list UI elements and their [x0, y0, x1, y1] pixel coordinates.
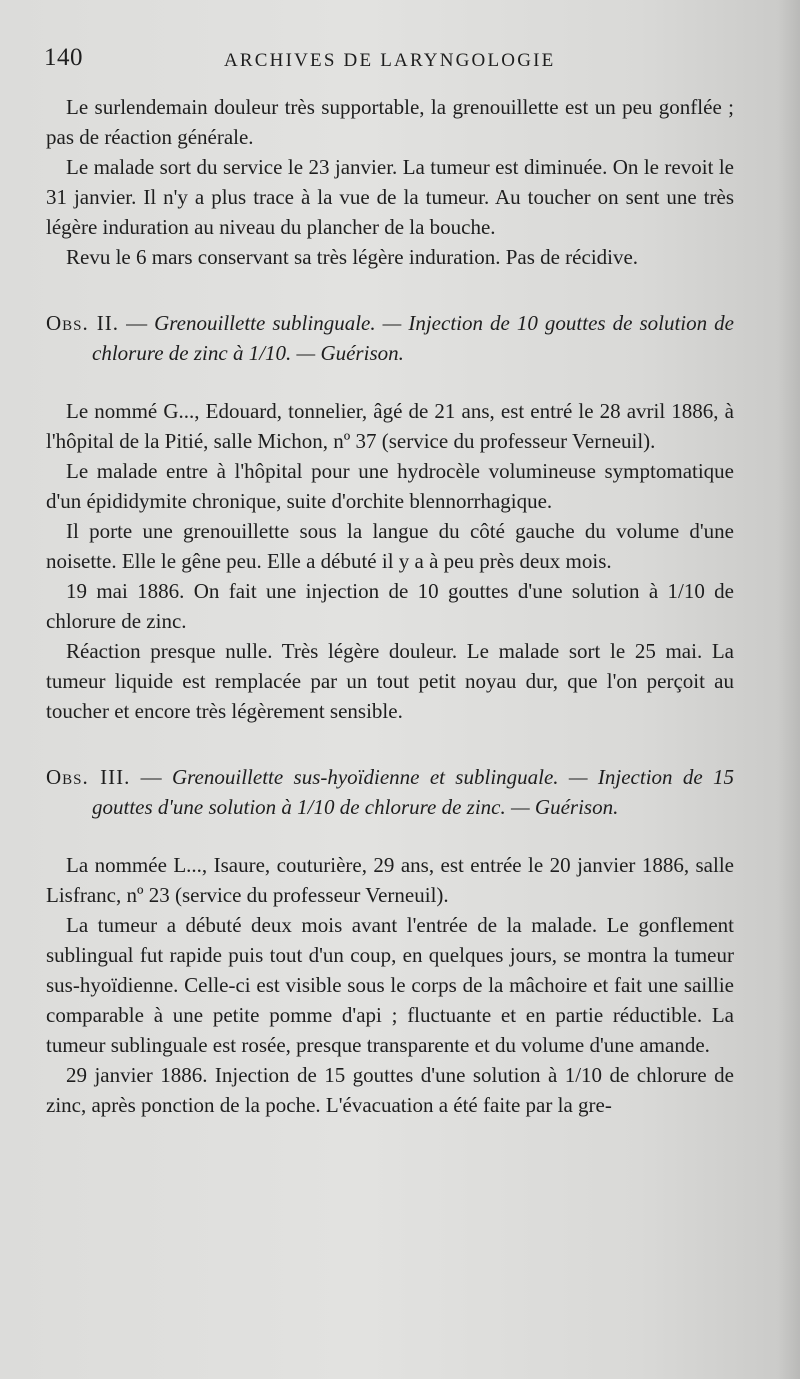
page-header — [40, 44, 750, 78]
paragraph: Il porte une grenouillette sous la langue du côté gauche du volume d'une noisette. Elle le gêne peu. Elle a débuté il y a à peu près deux mois. — [46, 519, 734, 573]
observation-heading-2 — [46, 308, 734, 368]
page-number: 140 — [44, 44, 83, 71]
paragraph: 29 janvier 1886. Injection de 15 gouttes d'une solution à 1/10 de chlorure de zinc, après ponction de la poche. L'évacuation a été faite par la gre- — [46, 1063, 734, 1117]
paragraph: Revu le 6 mars conservant sa très légère induration. Pas de récidive. — [66, 245, 639, 269]
paragraph: Le surlendemain douleur très supportable, la grenouillette est un peu gonflée ; pas de réaction générale. — [46, 95, 734, 149]
heading-dash: — — [119, 311, 155, 335]
paragraph: 19 mai 1886. On fait une injection de 10 gouttes d'une solution à 1/10 de chlorure de zinc. — [46, 579, 734, 633]
observation-title: Grenouillette sus-hyoïdienne et sublinguale. — Injection de 15 gouttes d'une solution à 1/10 de chlorure de zinc. — Guérison. — [92, 765, 735, 819]
paragraph: Le malade sort du service le 23 janvier. La tumeur est diminuée. On le revoit le 31 janvier. Il n'y a plus trace à la vue de la tumeur. Au toucher on sent une très légère induration au niveau du plancher de la bouche. — [46, 155, 734, 239]
observation-title: Grenouillette sublinguale. — Injection de 10 gouttes de solution de chlorure de zinc à 1/10. — Guérison. — [92, 311, 735, 365]
observation-heading-3 — [46, 762, 734, 822]
paragraph: La tumeur a débuté deux mois avant l'entrée de la malade. Le gonflement sublingual fut rapide puis tout d'un coup, en quelques jours, se montra la tumeur sus-hyoïdienne. Celle-ci est visible sous le corps de la mâchoire et fait une saillie comparable à une petite pomme d'api ; fluctuante et en partie réductible. La tumeur sublinguale est rosée, presque transparente et du volume d'une amande. — [46, 913, 734, 1057]
heading-dash: — — [130, 765, 172, 789]
paragraph: La nommée L..., Isaure, couturière, 29 ans, est entrée le 20 janvier 1886, salle Lisfranc, nº 23 (service du professeur Verneuil). — [46, 853, 734, 907]
paragraph: Le malade entre à l'hôpital pour une hydrocèle volumineuse symptomatique d'un épididymite chronique, suite d'orchite blennorrhagique. — [46, 459, 734, 513]
observation-label: Obs. III. — [46, 765, 131, 789]
paragraph: Réaction presque nulle. Très légère douleur. Le malade sort le 25 mai. La tumeur liquide est remplacée par un tout petit noyau dur, que l'on perçoit au toucher et encore très légèrement sensible. — [46, 639, 734, 723]
observation-label: Obs. II. — [46, 311, 120, 335]
page-body — [46, 92, 734, 1120]
paragraph: Le nommé G..., Edouard, tonnelier, âgé de 21 ans, est entré le 28 avril 1886, à l'hôpital de la Pitié, salle Michon, nº 37 (service du professeur Verneuil). — [46, 399, 734, 453]
running-head: ARCHIVES DE LARYNGOLOGIE — [224, 50, 556, 71]
scan-shadow — [778, 0, 800, 1379]
